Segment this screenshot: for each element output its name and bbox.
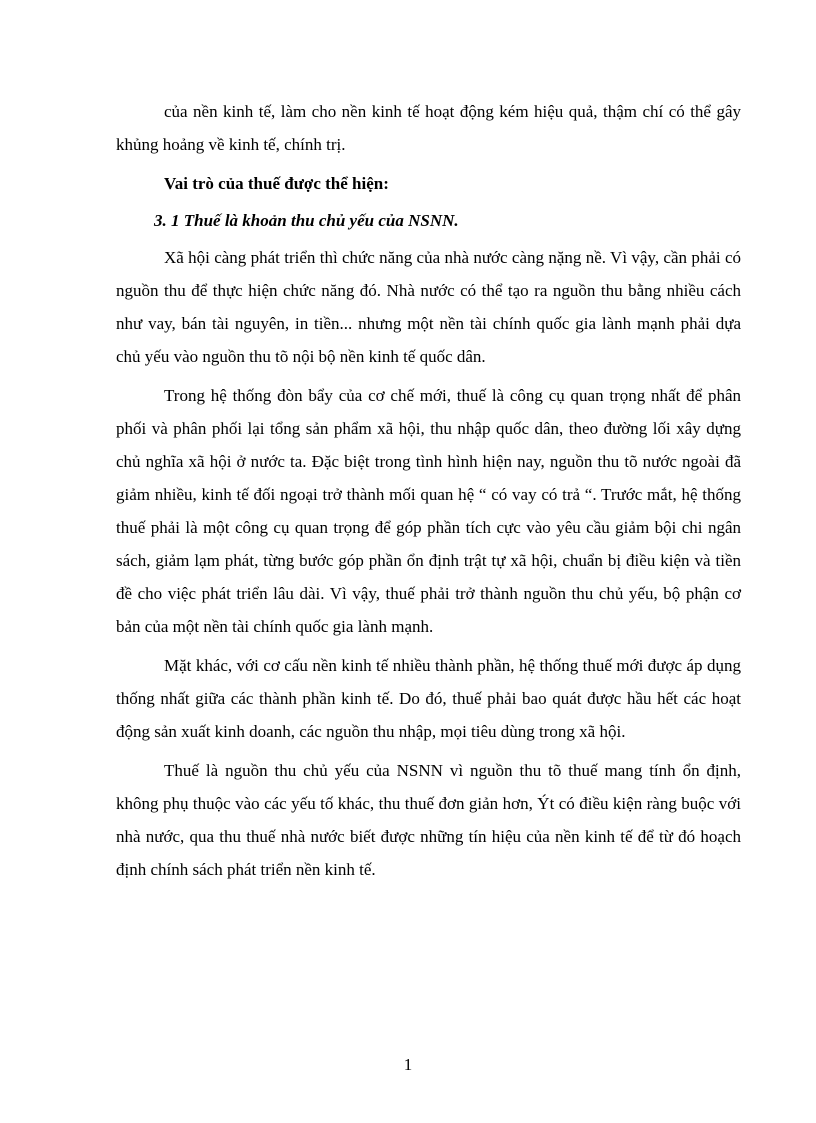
paragraph-3: Mặt khác, với cơ cấu nền kinh tế nhiều thành phần, hệ thống thuế mới được áp dụng thống nhất giữa các thành phần kinh tế. Do đó, thuế phải bao quát được hầu hết các hoạt động sản xuất kinh doanh, các nguồn thu nhập, mọi tiêu dùng trong xã hội. [116, 656, 741, 741]
paragraph-1: Xã hội càng phát triển thì chức năng của nhà nước càng nặng nề. Vì vậy, cần phải có nguồn thu để thực hiện chức năng đó. Nhà nước có thể tạo ra nguồn thu bằng nhiều cách như vay, bán tài nguyên, in tiền... nhưng một nền tài chính quốc gia lành mạnh phải dựa chủ yếu vào nguồn thu tõ nội bộ nền kinh tế quốc dân. [116, 248, 741, 366]
paragraph-2: Trong hệ thống đòn bẩy của cơ chế mới, thuế là công cụ quan trọng nhất để phân phối và phân phối lại tổng sản phẩm xã hội, thu nhập quốc dân, theo đường lối xây dựng chủ nghĩa xã hội ở nước ta. Đặc biệt trong tình hình hiện nay, nguồn thu tõ nước ngoài đã giảm nhiều, kinh tế đối ngoại trở thành mối quan hệ “ có vay có trả “. Trước mắt, hệ thống thuế phải là một công cụ quan trọng để góp phần tích cực vào yêu cầu giảm bội chi ngân sách, giảm lạm phát, từng bước góp phần ổn định trật tự xã hội, chuẩn bị điều kiện và tiền đề cho việc phát triển lâu dài. Vì vậy, thuế phải trở thành nguồn thu chủ yếu, bộ phận cơ bản của một nền tài chính quốc gia lành mạnh. [116, 386, 741, 636]
page-body [116, 95, 741, 892]
page-number: 1 [403, 1055, 413, 1074]
section-heading: Vai trò của thuế được thể hiện: [164, 174, 389, 193]
paragraph-continuation: của nền kinh tế, làm cho nền kinh tế hoạt động kém hiệu quả, thậm chí có thể gây khủng hoảng về kinh tế, chính trị. [116, 102, 741, 154]
subsection-heading: 3. 1 Thuế là khoản thu chủ yếu của NSNN. [154, 211, 459, 230]
paragraph-4: Thuế là nguồn thu chủ yếu của NSNN vì nguồn thu tõ thuế mang tính ổn định, không phụ thuộc vào các yếu tố khác, thu thuế đơn giản hơn, Ýt có điều kiện ràng buộc với nhà nước, qua thu thuế nhà nước biết được những tín hiệu của nền kinh tế để từ đó hoạch định chính sách phát triển nền kinh tế. [116, 761, 741, 879]
